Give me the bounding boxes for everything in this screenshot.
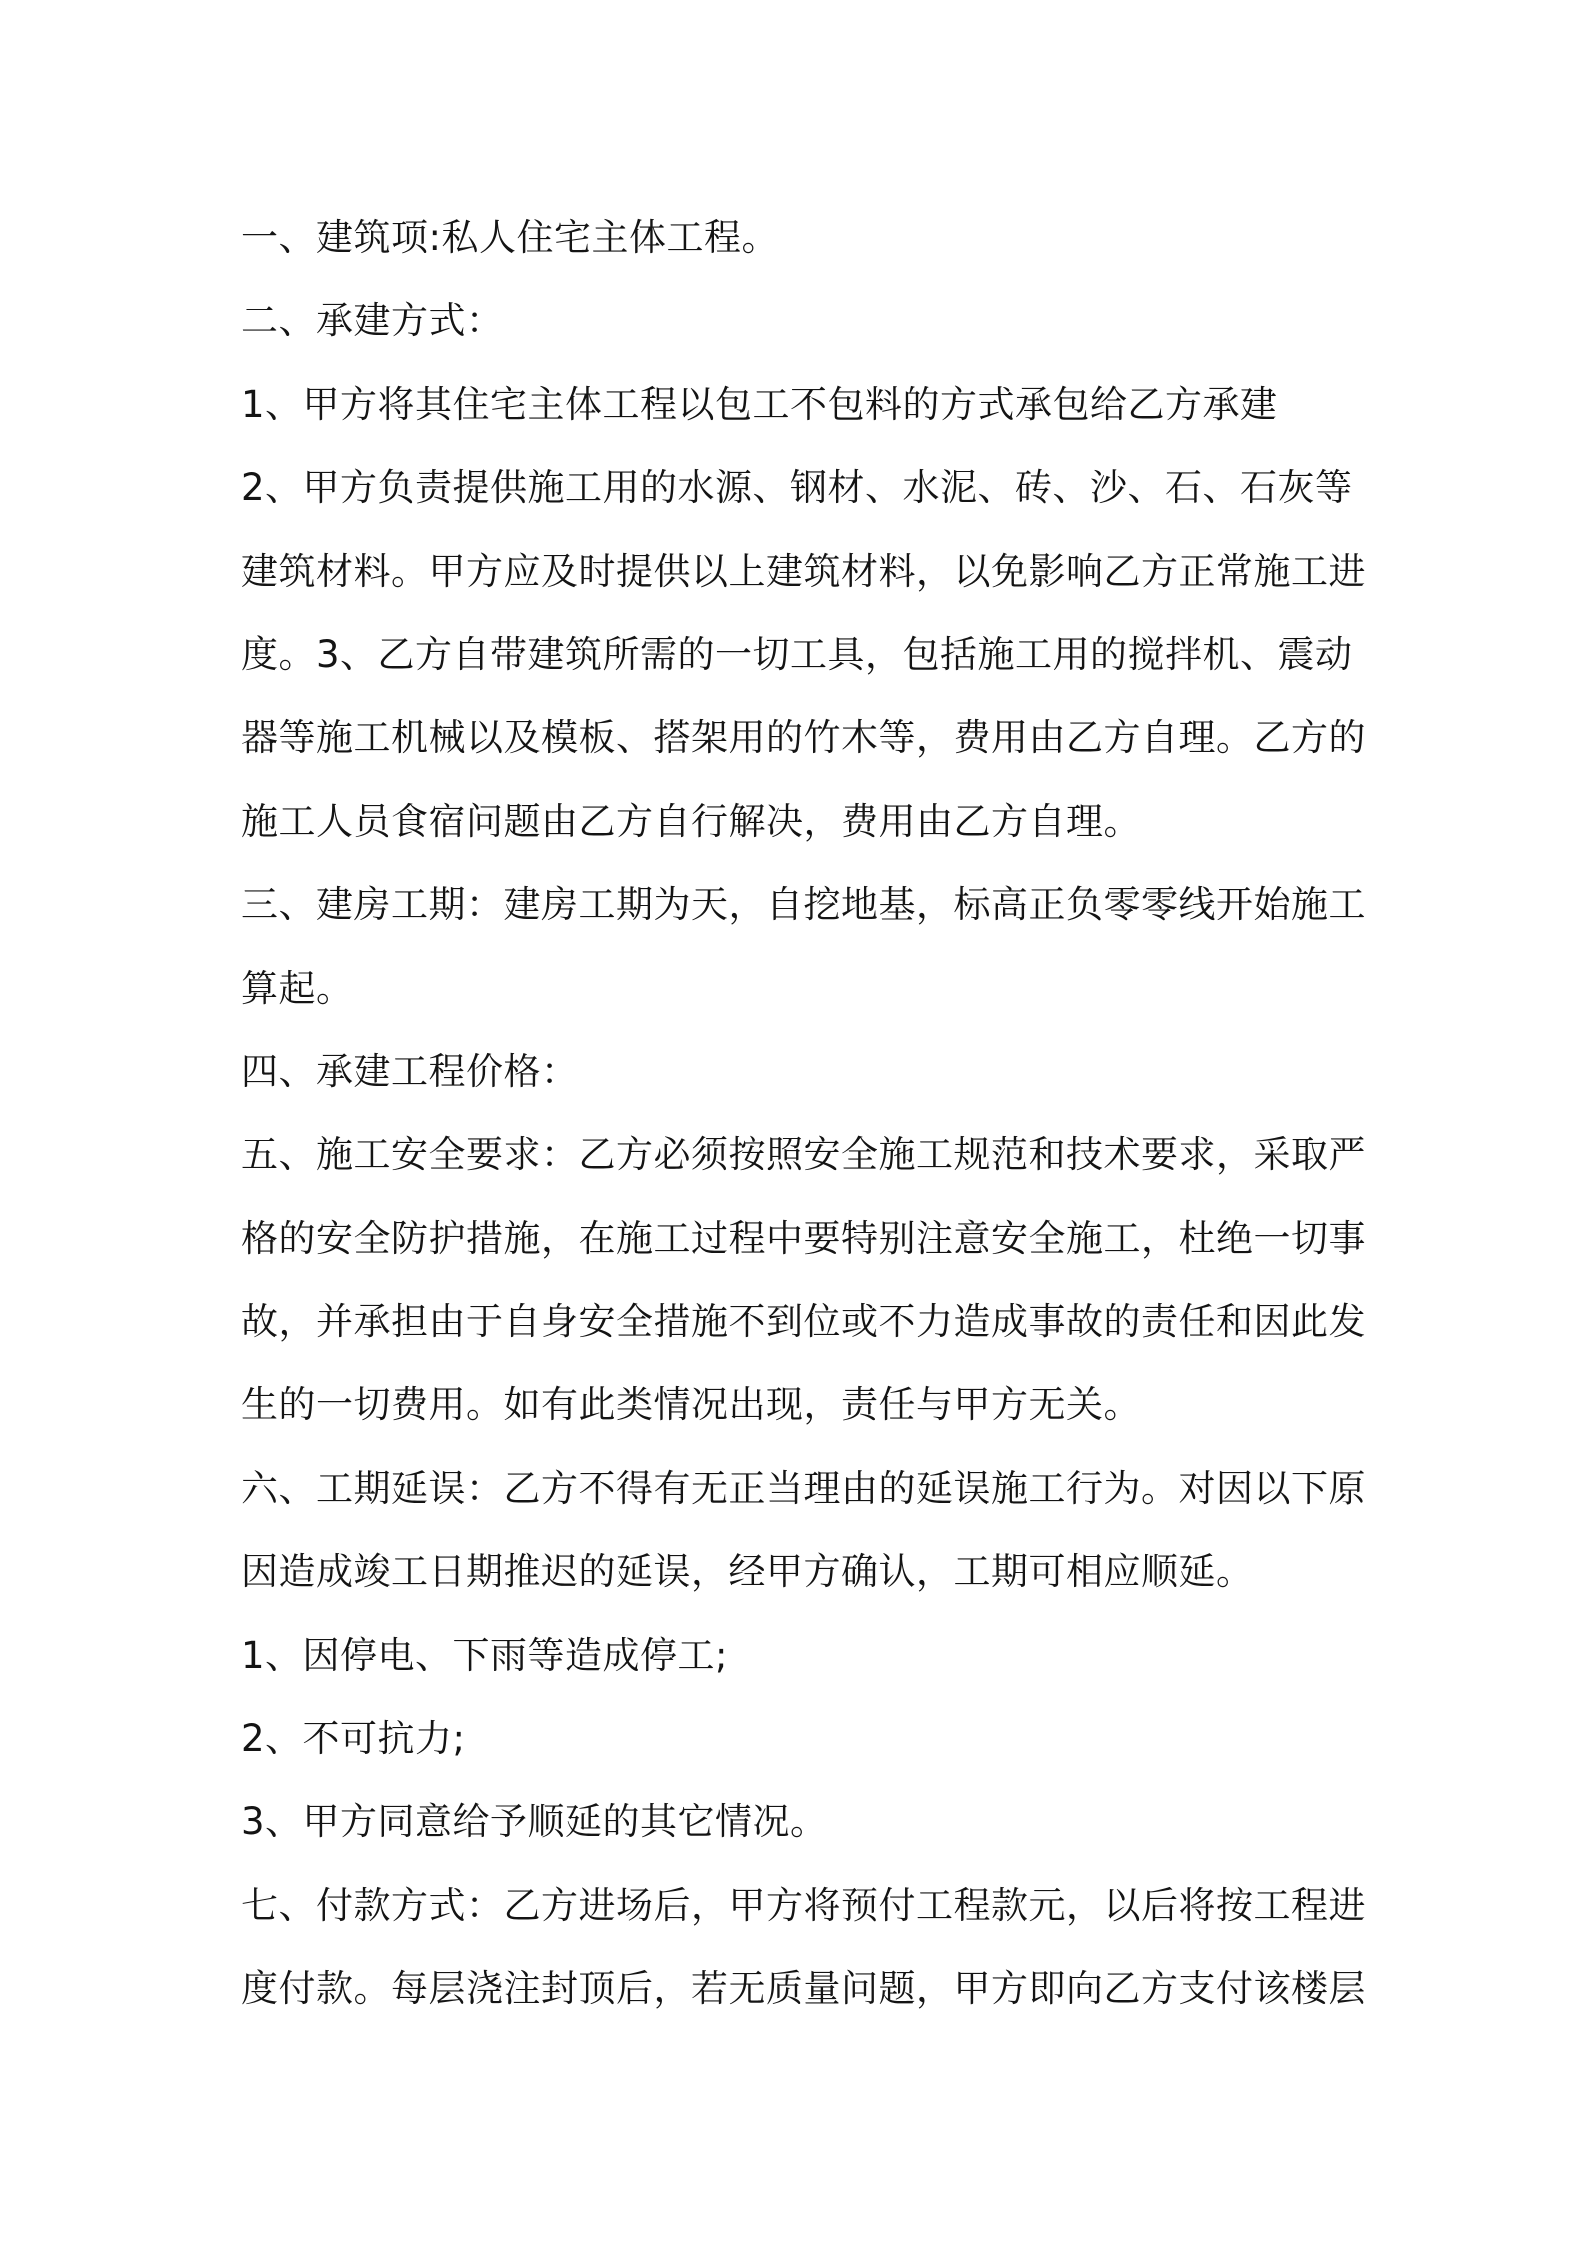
clause-6-item-1: 1、因停电、下雨等造成停工; [241,1633,729,1677]
clause-3-title: 三、建房工期：建房工期为天，自挖地基，标高正负零零线开始施工 [241,883,1366,927]
text-line: 器等施工机械以及模板、搭架用的竹木等，费用由乙方自理。乙方的 [241,716,1366,760]
text-line: 故，并承担由于自身安全措施不到位或不力造成事故的责任和因此发 [241,1300,1366,1344]
document-body [241,196,1366,2031]
clause-1-title: 一、建筑项:私人住宅主体工程。 [241,216,779,259]
clause-4-title: 四、承建工程价格： [241,1049,579,1093]
text-line: 施工人员食宿问题由乙方自行解决，费用由乙方自理。 [241,799,1141,843]
clause-2-title: 二、承建方式： [241,299,504,343]
clause-2-item-1: 1、甲方将其住宅主体工程以包工不包料的方式承包给乙方承建 [241,382,1278,426]
text-line: 格的安全防护措施，在施工过程中要特别注意安全施工，杜绝一切事 [241,1216,1366,1260]
text-line: 度付款。每层浇注封顶后，若无质量问题，甲方即向乙方支付该楼层 [241,1967,1366,2011]
clause-6-item-3: 3、甲方同意给予顺延的其它情况。 [241,1800,828,1844]
text-line: 生的一切费用。如有此类情况出现，责任与甲方无关。 [241,1383,1141,1427]
clause-2-item-2: 2、甲方负责提供施工用的水源、钢材、水泥、砖、沙、石、石灰等 [241,466,1353,510]
text-line: 建筑材料。甲方应及时提供以上建筑材料，以免影响乙方正常施工进 [241,549,1366,593]
clause-6-item-2: 2、不可抗力; [241,1717,466,1761]
clause-7-title: 七、付款方式：乙方进场后，甲方将预付工程款元，以后将按工程进 [241,1883,1366,1927]
clause-5-title: 五、施工安全要求：乙方必须按照安全施工规范和技术要求，采取严 [241,1133,1366,1177]
text-line: 算起。 [241,966,354,1010]
clause-2-item-3: 度。3、乙方自带建筑所需的一切工具，包括施工用的搅拌机、震动 [241,632,1353,676]
clause-6-title: 六、工期延误：乙方不得有无正当理由的延误施工行为。对因以下原 [241,1466,1366,1510]
text-line: 因造成竣工日期推迟的延误，经甲方确认，工期可相应顺延。 [241,1550,1254,1594]
